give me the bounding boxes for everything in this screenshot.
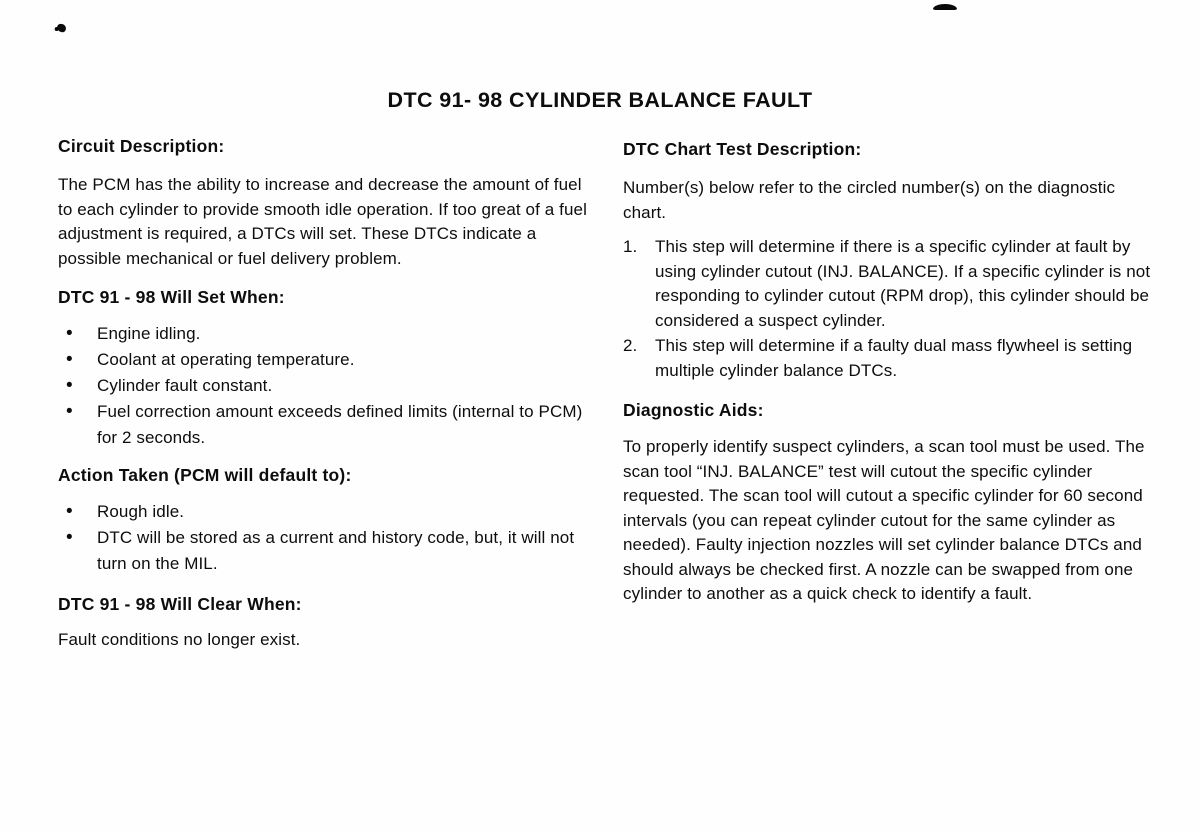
diagnostic-aids-paragraph: To properly identify suspect cylinders, a scan tool must be used. The scan tool “INJ. BALANCE” test will cutout the specific cylinder requested. The scan tool will cutout a specific cylinder for 60 second intervals (you can repeat cylinder cutout for the same cylinder as needed). Faulty injection nozzles will set cylinder balance DTCs and should always be checked first. A nozzle can be swapped from one cylinder to another as a quick check to identify a fault.: [623, 437, 1145, 604]
list-item: [623, 334, 1158, 383]
page-title: DTC 91- 98 CYLINDER BALANCE FAULT: [387, 88, 813, 112]
step-number: 1.: [623, 237, 638, 256]
left-column: [58, 135, 598, 653]
list-item: [623, 235, 1158, 334]
right-column: [623, 138, 1158, 607]
scan-smudge-mark: [933, 4, 957, 10]
chart-test-intro-paragraph: Number(s) below refer to the circled number(s) on the diagnostic chart.: [623, 178, 1116, 222]
circuit-description-heading: Circuit Description:: [58, 136, 225, 156]
will-set-when-list: [58, 321, 598, 451]
diagnostic-aids-heading: Diagnostic Aids:: [623, 400, 764, 421]
chart-test-description-heading: DTC Chart Test Description:: [623, 139, 862, 159]
list-item: • Engine idling.: [58, 321, 598, 347]
step-text: This step will determine if a faulty dual mass flywheel is setting multiple cylinder balance DTCs.: [655, 335, 1133, 380]
list-item: • Coolant at operating temperature.: [58, 347, 598, 373]
will-set-when-heading: DTC 91 - 98 Will Set When:: [58, 287, 285, 307]
list-item: • Fuel correction amount exceeds defined limits (internal to PCM) for 2 seconds.: [58, 399, 598, 451]
circuit-description-paragraph: The PCM has the ability to increase and decrease the amount of fuel to each cylinder to provide smooth idle operation. If too great of a fuel adjustment is required, a DTCs will set. These DTCs indicate a possible mechanical or fuel delivery problem.: [58, 175, 587, 268]
list-item: • Cylinder fault constant.: [58, 373, 598, 399]
ink-speck-artifact: [56, 23, 66, 33]
will-clear-when-heading: DTC 91 - 98 Will Clear When:: [58, 594, 302, 614]
action-taken-heading: Action Taken (PCM will default to):: [58, 465, 352, 485]
list-item: • DTC will be stored as a current and history code, but, it will not turn on the MIL.: [58, 525, 598, 577]
step-number: 2.: [623, 335, 638, 355]
list-item: • Rough idle.: [58, 499, 598, 525]
chart-test-steps-list: [623, 235, 1158, 383]
step-text: This step will determine if there is a specific cylinder at fault by using cylinder cutout (INJ. BALANCE). If a specific cylinder is not responding to cylinder cutout (RPM drop), this cylinder should be considered a suspect cylinder.: [655, 237, 1151, 331]
will-clear-when-paragraph: Fault conditions no longer exist.: [58, 630, 301, 649]
action-taken-list: [58, 499, 598, 577]
